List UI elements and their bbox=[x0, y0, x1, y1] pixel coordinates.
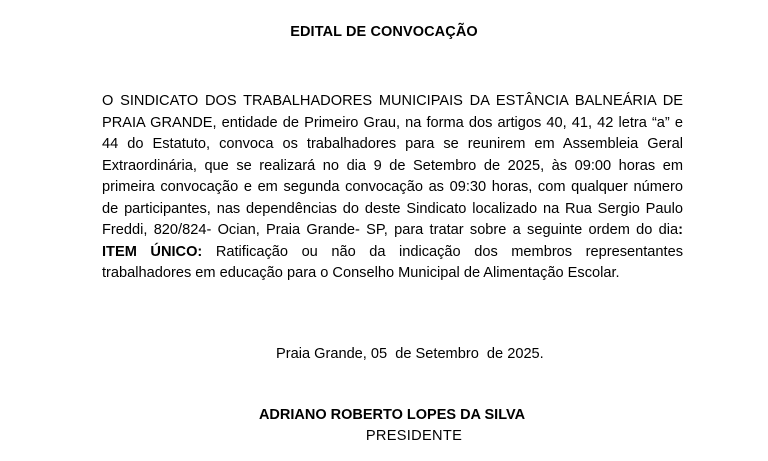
place-date: Praia Grande, 05 de Setembro de 2025. bbox=[276, 346, 544, 362]
body-text-part2: Ratificação ou não da indicação dos membros representantes trabalhadores em educação para o Conselho Municipal de Alimentação Escolar. bbox=[102, 243, 683, 281]
body-text-part1: O SINDICATO DOS TRABALHADORES MUNICIPAIS DA ESTÂNCIA BALNEÁRIA DE PRAIA GRANDE, entidade de Primeiro Grau, na forma dos artigos 40, 41, 42 letra “a” e 44 do Estatuto, convoca os trabalhadores para se reunirem em Assembleia Geral Extraordinária, que se realizará no dia 9 de Setembro de 2025, às 09:00 horas em primeira convocação e em segunda convocação as 09:30 horas, com qualquer número de participantes, nas dependências do deste Sindicato localizado na Rua Sergio Paulo Freddi, 820/824- Ocian, Praia Grande- SP, para tratar sobre a seguinte ordem do dia bbox=[102, 93, 683, 238]
agenda-item-marker: : ITEM ÚNICO: bbox=[102, 222, 683, 260]
signer-role: PRESIDENTE bbox=[365, 428, 463, 444]
document-title: EDITAL DE CONVOCAÇÃO bbox=[290, 24, 478, 40]
signer-name: ADRIANO ROBERTO LOPES DA SILVA bbox=[258, 407, 526, 423]
convocation-body bbox=[102, 91, 683, 285]
